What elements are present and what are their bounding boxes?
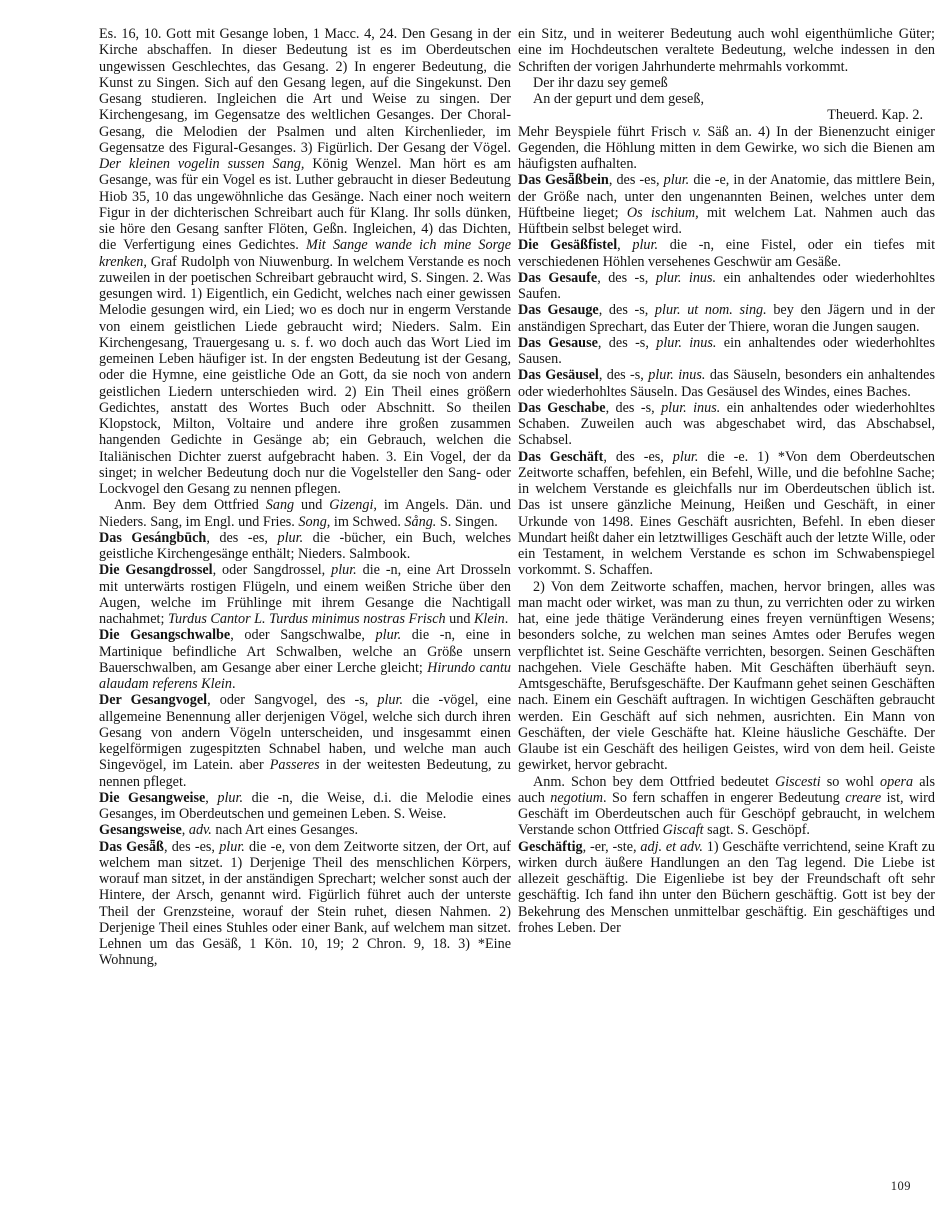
text-run: und	[294, 497, 330, 514]
text-run: ein anhaltendes oder wiederhohltes Saufen.	[518, 269, 935, 302]
text-run: sagt. S. Geschöpf.	[703, 822, 810, 839]
italic-text-run: creare	[845, 789, 882, 806]
text-run: die -bücher, ein Buch, welches geistliche Kirchengesänge enthält; Nieders. Salmbook.	[99, 529, 511, 562]
dictionary-entry	[518, 172, 935, 237]
italic-text-run: opera	[880, 773, 914, 790]
headword: Das Geschabe	[518, 399, 606, 416]
headword: Das Geschäft	[518, 448, 604, 465]
text-run: die -n, eine in Martinique befindliche Art Schwalben, welche an Größe unsern Bauerschwalben, am Gesange aber einer Lerche gleicht;	[99, 627, 512, 676]
text-run: die -n, eine Art Drosseln mit unterwärts rostigen Flügeln, und einem weißen Striche über den Augen, welche im Frühlinge mit ihrem Gesange die Nachtigall nachahmet;	[99, 562, 511, 627]
italic-text-run: plur.	[219, 838, 245, 855]
dictionary-entry	[518, 237, 935, 270]
headword: Die Gesangdrossel	[99, 562, 213, 579]
text-run: als auch	[518, 773, 935, 806]
text-run: in der weitesten Bedeutung, zu nennen pfleget.	[99, 757, 511, 790]
paragraph	[99, 26, 511, 497]
dictionary-entry	[518, 449, 935, 579]
italic-text-run: plur.	[672, 448, 699, 465]
text-run: , des -s,	[605, 399, 662, 416]
text-run: ,	[205, 789, 218, 806]
italic-text-run: plur. ut nom. sing.	[654, 302, 767, 319]
paragraph	[99, 497, 511, 530]
headword: Das Gesǟßbein	[518, 172, 609, 189]
text-run: , des -s,	[598, 302, 655, 319]
italic-text-run: Gizengi,	[329, 497, 377, 514]
italic-text-run: plur.	[377, 692, 404, 709]
text-run: Es. 16, 10. Gott mit Gesange loben, 1 Macc. 4, 24. Den Gesang in der Kirche abschaffen. In dieser Bedeutung ist es im Oberdeutschen ungewissen Geschlechtes, das Gesang. 2) In engerer Bedeutung, die Kunst zu Singen. Sich auf den Gesang legen, auf die Singekunst. Den Gesang studieren. Ingleichen die Art und Weise zu singen. Der Kirchengesang, im Gegensatze des weltlichen Gesanges. Der Choral-Gesang, die Melodien der Psalmen und alten Kirchenlieder, im Gegensatze des Figural-Gesanges. 3) Figürlich. Der Gesang der Vögel.	[99, 26, 511, 156]
text-run: Theuerd. Kap. 2.	[827, 107, 923, 124]
italic-text-run: Hirundo cantu alaudam referens Klein	[99, 659, 511, 692]
italic-text-run: plur. inus.	[655, 269, 717, 286]
text-run: , des -es,	[603, 448, 673, 465]
right-column	[518, 26, 935, 969]
dictionary-entry	[99, 692, 511, 790]
headword: Das Gesauge	[518, 302, 599, 319]
text-run: die -e, in der Anatomie, das mittlere Bein, der Größe nach, unter den ungenannten Beinen, welches unter dem Hüftbeine lieget;	[518, 172, 935, 221]
italic-text-run: Mit Sange wande ich mine Sorge krenken,	[99, 237, 511, 270]
headword: Gesangsweise	[99, 822, 182, 839]
headword: Das Gesaufe	[518, 269, 598, 286]
text-run: ,	[617, 237, 633, 254]
page-number: 109	[890, 1179, 911, 1193]
text-run: , des -es,	[608, 172, 664, 189]
italic-text-run: plur. inus.	[661, 399, 721, 416]
italic-text-run: v.	[692, 123, 702, 140]
italic-text-run: adv.	[188, 822, 212, 839]
text-run: , des -s,	[598, 367, 649, 384]
citation-attribution	[518, 107, 935, 123]
text-run: . So fern schaffen in engerer Bedeutung	[603, 789, 846, 806]
dictionary-entry	[518, 270, 935, 303]
text-run: das Säuseln, besonders ein anhaltendes oder wiederhohltes Säuseln. Das Gesäusel des Windes, eines Baches.	[518, 367, 935, 400]
dictionary-entry	[518, 400, 935, 449]
italic-text-run: Os ischium,	[626, 204, 699, 221]
dictionary-entry	[99, 627, 511, 692]
text-run: die -vögel, eine allgemeine Benennung aller derjenigen Vögel, welche sich durch ihren Gesang von andern Vögeln unterscheiden, und insgesammt einen kegelförmigen zugespitzten Schnabel haben, und welche man auch Singevögel, im Latein. aber	[99, 692, 511, 774]
text-run: .	[504, 611, 509, 627]
italic-text-run: plur.	[375, 627, 402, 644]
dictionary-entry	[99, 822, 511, 838]
dictionary-entry	[99, 790, 511, 823]
headword: Geschäftig	[518, 838, 583, 855]
headword: Die Gesangweise	[99, 789, 206, 806]
text-run: , des -es,	[206, 529, 278, 546]
paragraph	[518, 124, 935, 173]
text-run: An der gepurt und dem geseß,	[533, 91, 704, 107]
text-run: die -n, eine Fistel, oder ein tiefes mit verschiedenen Höhlen versehenes Geschwür am Gesäße.	[518, 237, 935, 270]
text-run: Mehr Beyspiele führt Frisch	[518, 123, 693, 140]
headword: Der Gesangvogel	[99, 692, 208, 709]
text-run: , des -s,	[597, 269, 656, 286]
paragraph	[518, 774, 935, 839]
text-run: die -e. 1) *Von dem Oberdeutschen Zeitworte schaffen, befehlen, ein Befehl, Wille, und die befohlne Sache; in welchem Verstande es gleichfalls nur im Oberdeutschen üblich ist. Das ist unsere gänzliche Meinung, Heißen und Geschäft, in einer Urkunde von 1498. Eines Geschäft ausrichten, Befehl. In eben dieser Mundart heißt daher ein letztwilliges Geschäft auch der letzte Wille, oder ein Testament, in welchem Verstande es schon im Schwabenspiegel vorkommt. S. Schaffen.	[518, 448, 935, 579]
text-run: Graf Rudolph von Niuwenburg. In welchem Verstande es noch zuweilen in der poetischen Schreibart gebraucht wird, S. Singen. 2. Was gesungen wird. 1) Eigentlich, ein Gedicht, welches nach einer gewissen Melodie gesungen wird, ein Lied; wo es doch nur in engerm Verstande von einem geistlichen Liede gebraucht wird; Nieders. Salm. Ein Kirchengesang, Trauergesang u. s. f. wo doch auch das Wort Lied im gemeinen Leben häufiger ist. In der engsten Bedeutung ist der Gesang, oder die Hymne, eine geistliche Ode an Gott, da sie noch von andern geistlichen Liedern unterschieden wird. 2) Ein Theil eines größern Gedichtes, anstatt des Wortes Buch oder Abschnitt. So theilen Klopstock, Milton, Voltaire und andere ihre großen zusammen hangenden Gedichte in Gesänge ab; ein Gebrauch, welchen die Italiänischen Dichter zuerst aufgebracht haben. 3. Ein Vogel, der da singet; in welcher Bedeutung doch nur die Vogelsteller den Sang- oder Lockvogel den Gesang zu nennen pflegen.	[99, 253, 511, 497]
italic-text-run: plur.	[331, 562, 357, 579]
dictionary-entry	[99, 562, 511, 627]
headword: Das Gesángbūch	[99, 529, 207, 546]
text-run: 2) Von dem Zeitworte schaffen, machen, hervor bringen, alles was man macht oder wirket, was man zu thun, zu verrichten oder zu wirken hat, eine jede thätige Veränderung eines freyen vernünftigen Wesens; besonders solche, zu welchen man seines Amtes oder Berufes wegen verpflichtet ist. Seine Geschäfte verrichten, besorgen. Seinen Geschäften nachgehen. Viele Geschäfte haben. Mit Geschäften überhäuft seyn. Amtsgeschäfte, Berufsgeschäfte. Der Kaufmann gehet seinen Geschäften nach. Einem ein Geschäft auftragen. In wichtigen Geschäften gebraucht werden. Ein Geschäft auf sich nehmen, ausrichten. Ein Mann von Geschäften, der viele Geschäfte hat. Kleine häusliche Geschäfte. Der Glaube ist ein Geschäft des heiligen Geistes, wird von dem heil. Geiste gewirket, hervor gebracht.	[518, 578, 935, 774]
text-run: ein Sitz, und in weiterer Bedeutung auch wohl eigenthümliche Güter; eine im Hochdeutschen veraltete Bedeutung, welche indessen in den Schriften der vorigen Jahrhunderte mehrmahls vorkommt.	[518, 26, 935, 75]
text-run: so wohl	[820, 773, 880, 790]
italic-text-run: Song,	[298, 513, 331, 530]
text-run: .	[231, 676, 236, 692]
italic-text-run: Der kleinen vogelin sussen Sang,	[99, 156, 305, 172]
verse-line	[518, 91, 935, 107]
italic-text-run: plur.	[217, 789, 244, 806]
text-run: , -er, -ste,	[582, 838, 641, 855]
italic-text-run: plur.	[663, 172, 690, 189]
text-run: Anm. Bey dem Ottfried	[114, 497, 266, 514]
italic-text-run: Sang	[265, 497, 295, 514]
italic-text-run: Giscaft	[662, 822, 704, 839]
paragraph	[518, 579, 935, 774]
verse-line	[518, 75, 935, 91]
headword: Das Gesǟß	[99, 838, 164, 855]
headword: Die Gesangschwalbe	[99, 627, 231, 644]
italic-text-run: negotium	[550, 789, 604, 806]
italic-text-run: plur.	[277, 529, 304, 546]
headword: Die Gesäßfistel	[518, 237, 618, 254]
text-run: S. Singen.	[436, 513, 498, 530]
text-run: im Angels. Dän. und Nieders. Sang, im Engl. und Fries.	[99, 497, 511, 530]
text-run: , des -s,	[597, 334, 657, 351]
text-run: Der ihr dazu sey gemeß	[533, 74, 668, 91]
italic-text-run: Passeres	[269, 757, 320, 774]
text-run: die -e, von dem Zeitworte sitzen, der Ort, auf welchem man sitzet. 1) Derjenige Theil des menschlichen Körpers, worauf man sitzet, in der anständigen Sprechart; welcher sonst auch der Hintere, der Arsch, genannt wird. Figürlich führet auch der unterste Theil der Grenzsteine, worauf der Stein ruhet, diesen Nahmen. 2) Derjenige Theil eines Stuhles oder einer Bank, auf welchem man sitzet. Lehnen um das Gesäß, 1 Kön. 10, 19; 2 Chron. 9, 18. 3) *Eine Wohnung,	[99, 838, 511, 969]
text-run: , des -es,	[163, 838, 220, 855]
text-run: bey den Jägern und in der anständigen Sprechart, das Euter der Thiere, woran die Jungen saugen.	[518, 302, 935, 335]
italic-text-run: Turdus Cantor L. Turdus minimus nostras Frisch	[167, 611, 446, 627]
dictionary-entry	[518, 335, 935, 368]
text-run: ,	[181, 822, 189, 839]
italic-text-run: plur. inus.	[648, 367, 706, 384]
italic-text-run: Sång.	[404, 513, 437, 530]
dictionary-entry	[99, 839, 511, 969]
italic-text-run: Klein	[473, 611, 505, 627]
text-run: mit welchem Lat. Nahmen auch das Hüftbein selbst beleget wird.	[518, 204, 935, 237]
left-column	[99, 26, 511, 969]
text-run: ist, wird Geschäft im Oberdeutschen auch für Geschöpf gebraucht, in welchem Verstande schon Ottfried	[518, 789, 935, 839]
headword: Das Gesäusel	[518, 367, 599, 384]
text-run: nach Art eines Gesanges.	[211, 822, 359, 839]
dictionary-entry	[518, 367, 935, 400]
text-run: die -n, die Weise, d.i. die Melodie eines Gesanges, im Oberdeutschen und gemeinen Leben. S. Weise.	[99, 789, 511, 822]
text-run: König Wenzel. Man hört es am Gesange, was für ein Vogel es ist. Luther gebraucht in dieser Bedeutung Hiob 35, 10 das ungewöhnliche das Gesänge. Nach einer noch weitern Figur in der dichterischen Schreibart auch für Klang. Ihr solls dünken, sie höre den Gesang sanfter Flöten, Geßn. Ingleichen, 4) das Dichten, die Verfertigung eines Gedichtes.	[99, 156, 511, 254]
italic-text-run: Giscesti	[774, 773, 821, 790]
text-run: im Schwed.	[330, 513, 405, 530]
text-run: , oder Sangschwalbe,	[230, 627, 376, 644]
italic-text-run: plur.	[632, 237, 659, 254]
dictionary-entry	[99, 530, 511, 563]
text-run: ein anhaltendes oder wiederhohltes Sausen.	[518, 334, 935, 367]
text-run: ein anhaltendes oder wiederhohltes Schaben. Zuweilen auch was abgeschabet wird, das Abschabsel, Schabsel.	[518, 399, 935, 449]
text-run: und	[445, 611, 474, 627]
italic-text-run: adj. et adv.	[640, 838, 703, 855]
paragraph	[518, 26, 935, 75]
text-run: , oder Sangdrossel,	[212, 562, 332, 579]
text-run: , oder Sangvogel, des -s,	[207, 692, 378, 709]
italic-text-run: plur. inus.	[656, 334, 717, 351]
text-columns	[99, 26, 935, 969]
dictionary-entry	[518, 302, 935, 335]
headword: Das Gesause	[518, 334, 598, 351]
text-run: Säß an. 4) In der Bienenzucht einiger Gegenden, die Höhlung mitten in dem Gewirke, wo sich die Bienen am häufigsten aufhalten.	[518, 123, 935, 172]
text-run: 1) Geschäfte verrichtend, seine Kraft zu wirken durch äußere Handlungen an den Tag legend. Die Liebe ist allezeit geschäftig. Die Eigenliebe ist bey der Freundschaft oft sehr geschäftig. Ich fand ihn unter den Büchern geschäftig. Gott ist bey der Bekehrung des Menschen unmittelbar geschäftig. Ein geschäftiges und frohes Leben. Der	[518, 838, 935, 936]
text-run: Anm. Schon bey dem Ottfried bedeutet	[533, 773, 775, 790]
dictionary-entry	[518, 839, 935, 937]
